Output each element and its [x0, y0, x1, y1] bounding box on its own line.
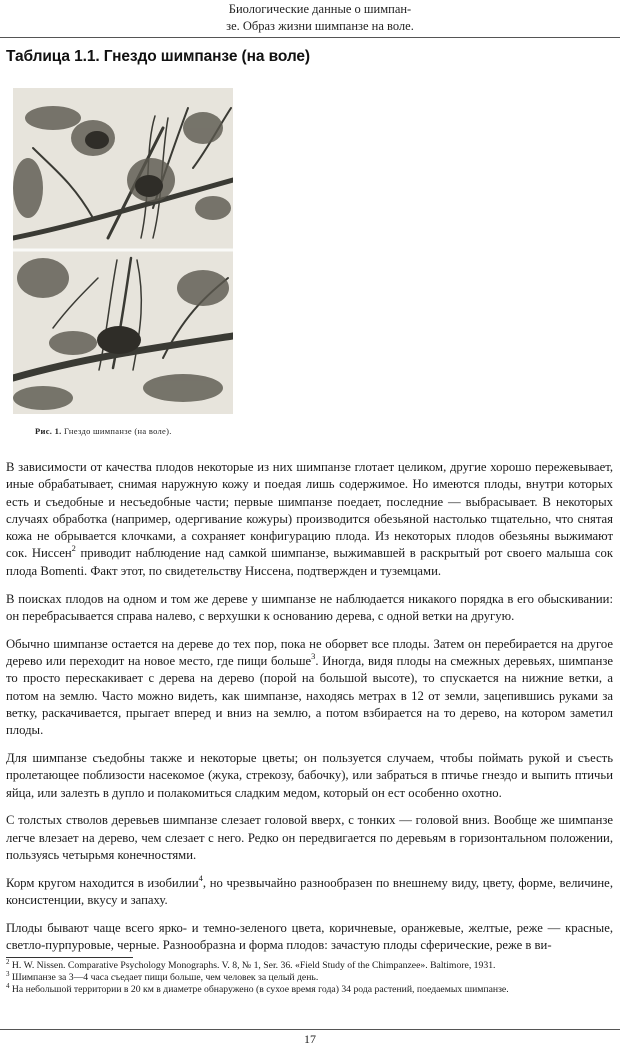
paragraph-text: С толстых стволов деревьев шимпанзе слезает головой вверх, с тонких — головой вниз. Вообще же шимпанзе легче влезает на дерево, чем слезает с него. Редко он передвигается по деревьям в горизонтальном положении, пользуясь четырьмя конечностями.	[6, 813, 613, 862]
footnotes	[6, 960, 613, 997]
paragraph-2	[6, 591, 613, 626]
footer-divider	[0, 1029, 620, 1030]
paragraph-6	[6, 872, 613, 910]
figure-caption	[35, 426, 172, 436]
footnote-number: 3	[6, 970, 10, 979]
footnote-number: 4	[6, 982, 10, 991]
tree-nest-photo	[13, 88, 233, 414]
paragraph-text: , но чрезвычайно разнообразен по внешнему виду, цвету, форме, величине, консистенции, вкусу и запаху.	[6, 875, 613, 908]
figure-caption-number: Рис. 1.	[35, 426, 62, 436]
paragraph-text: Обычно шимпанзе остается на дереве до тех пор, пока не оборвет все плоды. Затем он перебирается на другое дерево или переходит на новое место, где пищи больше	[6, 636, 613, 668]
paragraph-1	[6, 459, 613, 580]
paragraph-4	[6, 750, 613, 802]
footnote-ref-2: 2	[71, 543, 76, 554]
footnote-2	[6, 960, 613, 972]
page-number: 17	[304, 1032, 316, 1046]
footnote-text: H. W. Nissen. Comparative Psychology Monographs. V. 8, № 1, Ser. 36. «Field Study of the Chimpanzee». Baltimore, 1931.	[11, 960, 496, 971]
footnote-text: Шимпанзе за 3—4 часа съедает пищи больше, чем человек за целый день.	[11, 972, 319, 984]
footnote-ref-4: 4	[198, 872, 203, 883]
paragraph-text: Для шимпанзе съедобны также и некоторые цветы; он пользуется случаем, чтобы поймать рукой и съесть пролетающее поблизости насекомое (жука, стрекозу, бабочку), или забраться в птичье гнездо и выпить птичьи яйца, или залезть в дупло и полакомиться сладким медом, который он ест особенно охотно.	[6, 750, 613, 800]
running-head-line-1: Биологические данные о шимпан-	[228, 2, 412, 16]
paragraph-5	[6, 812, 613, 864]
photo-drawing	[13, 88, 233, 414]
figure-caption-text: Гнездо шимпанзе (на воле).	[64, 426, 172, 436]
body-text	[6, 459, 613, 965]
paragraph-7	[6, 920, 613, 955]
footnote-number: 2	[6, 958, 10, 966]
table-title: Таблица 1.1. Гнездо шимпанзе (на воле)	[6, 48, 310, 65]
running-head-line-2: зе. Образ жизни шимпанзе на воле.	[226, 19, 414, 33]
footnote-ref-3: 3	[311, 650, 316, 661]
paragraph-text: Плоды бывают чаще всего ярко- и темно-зеленого цвета, коричневые, оранжевые, желтые, реже — красные, светло-пурпуровые, черные. Разнообразна и форма плодов: зачастую плоды сферические, реже в ви-	[6, 920, 613, 953]
footnote-3	[6, 972, 613, 984]
paragraph-text: приводит наблюдение над самкой шимпанзе, выжимавшей в раскрытый рот своего малыша сок плода Bomenti. Факт этот, по свидетельству Ниссена, подтвержден и туземцами.	[6, 546, 614, 578]
paragraph-text: В поисках плодов на одном и том же дереве у шимпанзе не наблюдается никакого порядка в его обыскивании: он перебрасывается справа налево, с верхушки к основанию дерева, с одной ветки на другую.	[6, 591, 613, 623]
paragraph-text: В зависимости от качества плодов некоторые из них шимпанзе глотает целиком, другие хорошо пережевывает, иные обрабатывает, снимая наружную кожу и поедая лишь содержимое. Но имеются плоды, внутри которых есть и съедобные и несъедобные части; первые шимпанзе поедает, последние — выбрасывает. В некоторых случаях обработка (например, одергивание кожуры) производится обезьяной настолько тщательно, что снятая кожа не обрывается клочками, а сохраняет конфигурацию плода. Из некоторых плодов обезьяны выжимают сок. Ниссен	[6, 460, 613, 561]
header-divider	[0, 37, 620, 38]
paragraph-text: . Иногда, видя плоды на смежных деревьях, шимпанзе то просто перескакивает с дерева на дерево (порой на большой высоте), то спускается на нижние ветки, а потом на землю. Часто можно видеть, как шимпанзе, находясь метрах в 12 от земли, зацепившись руками за ветку, раскачивается, прыгает вперед и вниз на землю, а потом взбирается на то дерево, на котором заметил плоды.	[6, 653, 613, 738]
paragraph-text: Корм кругом находится в изобилии	[6, 875, 199, 890]
footnote-divider	[6, 957, 133, 958]
footnote-text: На небольшой территории в 20 км в диаметре обнаружено (в сухое время года) 34 рода растений, поедаемых шимпанзе.	[11, 984, 509, 996]
paragraph-3	[6, 636, 613, 740]
footnote-4	[6, 984, 613, 996]
running-head	[190, 1, 450, 35]
